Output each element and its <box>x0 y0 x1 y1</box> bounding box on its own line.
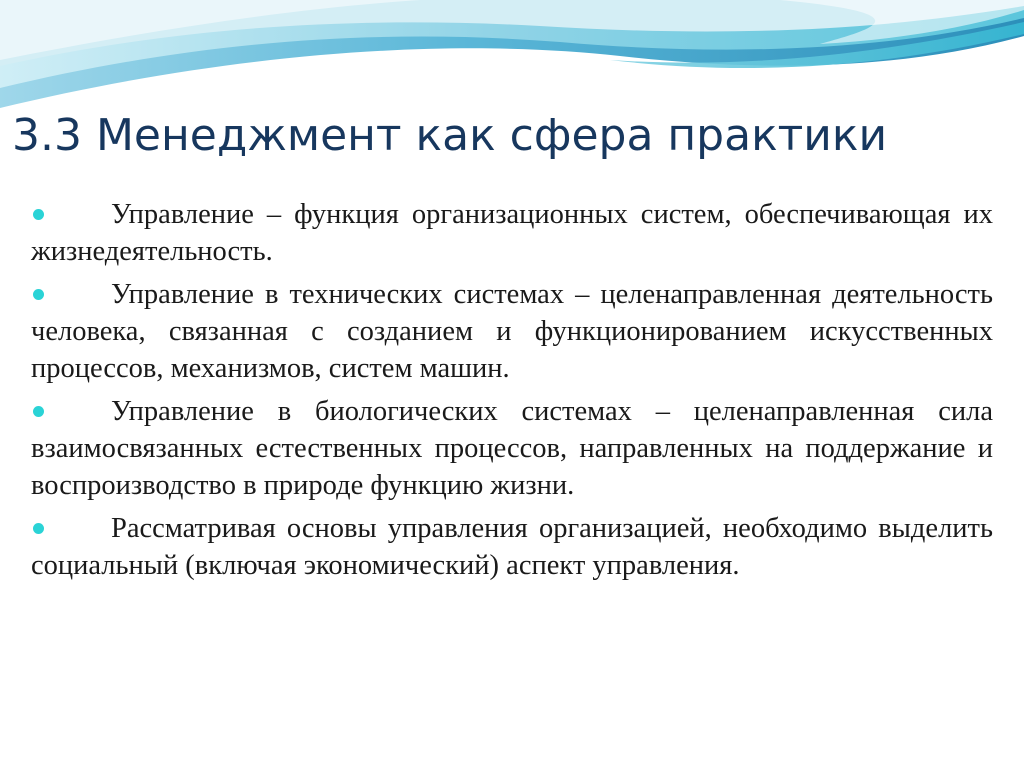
bullet-dot-icon <box>33 406 44 417</box>
bullet-list <box>0 196 1024 590</box>
bullet-item <box>31 393 993 504</box>
bullet-dot-icon <box>33 209 44 220</box>
bullet-item <box>31 510 993 584</box>
slide-title: 3.3 Менеджмент как сфера практики <box>12 110 888 161</box>
bullet-text: Управление – функция организационных систем, обеспечивающая их жизнедеятельность. <box>31 199 993 267</box>
decorative-wave-header <box>0 0 1024 120</box>
bullet-item <box>31 276 993 387</box>
bullet-dot-icon <box>33 289 44 300</box>
bullet-text: Управление в биологических системах – целенаправленная сила взаимосвязанных естественных процессов, направленных на поддержание и воспроизводство в природе функцию жизни. <box>31 396 993 501</box>
bullet-dot-icon <box>33 523 44 534</box>
bullet-item <box>31 196 993 270</box>
bullet-text: Рассматривая основы управления организацией, необходимо выделить социальный (включая экономический) аспект управления. <box>31 513 993 581</box>
bullet-text: Управление в технических системах – целенаправленная деятельность человека, связанная с созданием и функционированием искусственных процессов, механизмов, систем машин. <box>31 279 993 384</box>
